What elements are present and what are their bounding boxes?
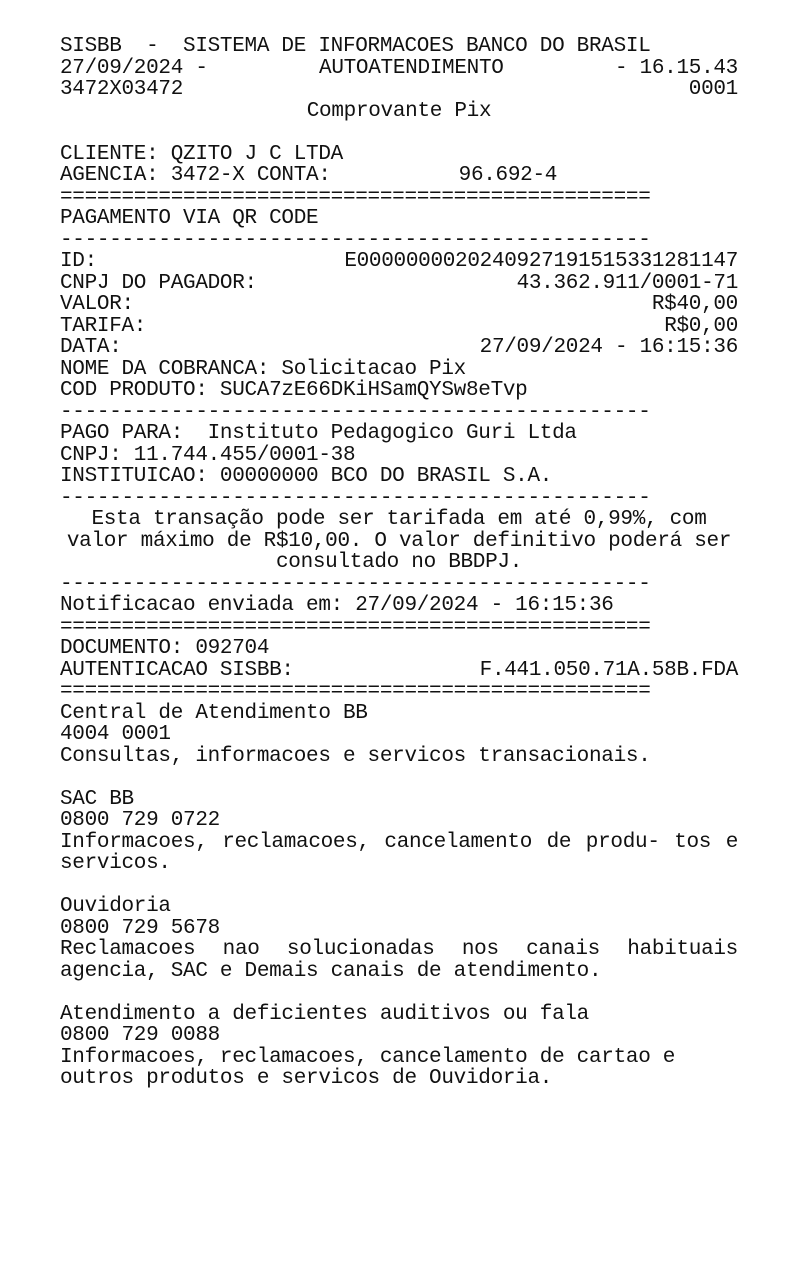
terminal-row [60,79,738,101]
contact-description: Informacoes, reclamacoes, cancelamento de produ- tos e servicos. [60,830,738,875]
spacer [60,122,738,144]
agency-label: AGENCIA: 3472-X CONTA: [60,164,331,187]
receipt-title: Comprovante Pix [306,99,492,123]
value-label: VALOR: [60,293,134,316]
id-value: E0000000020240927191515331281147 [344,250,738,273]
contact-name: Atendimento a deficientes auditivos ou fala [60,1002,589,1026]
contact-phone: 0800 729 0088 [60,1024,220,1047]
single-divider: ------------------------------------------------ [60,573,651,595]
contact-name: Central de Atendimento BB [60,701,368,725]
fee-row [60,316,738,338]
spacer [60,767,738,789]
date-channel-row [60,58,738,80]
payee-institution: INSTITUICAO: 00000000 BCO DO BRASIL S.A. [60,465,553,488]
contact-phone: 4004 0001 [60,723,171,746]
date-row [60,337,738,359]
date-label: DATA: [60,336,122,359]
document-line: DOCUMENTO: 092704 [60,637,270,660]
header-time: - 16.15.43 [614,56,738,80]
header-channel: AUTOATENDIMENTO [319,56,504,80]
gap [331,165,459,187]
auth-label: AUTENTICACAO SISBB: [60,658,294,682]
payment-type: PAGAMENTO VIA QR CODE [60,207,319,230]
account-number: 96.692-4 [458,164,558,187]
header-date: 27/09/2024 - [60,56,208,80]
system-header: SISBB - SISTEMA DE INFORMACOES BANCO DO BRASIL [60,35,651,58]
product-code: COD PRODUTO: SUCA7zE66DKiHSamQYSw8eTvp [60,379,528,402]
payer-cnpj-label: CNPJ DO PAGADOR: [60,271,257,295]
pix-receipt [60,36,738,1090]
value-amount: R$40,00 [651,293,738,316]
terminal-id: 3472X03472 [60,78,184,101]
double-divider: ================================================ [60,681,651,703]
value-row [60,294,738,316]
payee-cnpj: CNPJ: 11.744.455/0001-38 [60,443,356,467]
single-divider: ------------------------------------------------ [60,487,651,509]
fee-amount: R$0,00 [664,314,738,338]
agency-account-row [60,165,738,187]
double-divider: ================================================ [60,186,651,208]
contact-central [60,703,738,768]
spacer [60,982,738,1004]
contact-name: SAC BB [60,787,134,811]
sequence-number: 0001 [688,78,738,101]
notification-line: Notificacao enviada em: 27/09/2024 - 16:15:36 [60,594,614,617]
contact-sac [60,789,738,875]
charge-name: NOME DA COBRANCA: Solicitacao Pix [60,357,466,381]
client-line: CLIENTE: QZITO J C LTDA [60,142,343,166]
spacer [60,875,738,897]
contact-description: Consultas, informacoes e servicos transacionais. [60,744,651,768]
single-divider: ------------------------------------------------ [60,229,651,251]
auth-value: F.441.050.71A.58B.FDA [479,658,738,682]
contact-ouvidoria [60,896,738,982]
contact-phone: 0800 729 5678 [60,916,220,940]
contact-phone: 0800 729 0722 [60,809,220,832]
id-row [60,251,738,273]
contact-accessibility [60,1004,738,1090]
payer-cnpj-row [60,273,738,295]
date-value: 27/09/2024 - 16:15:36 [479,336,738,359]
contact-description: Reclamacoes nao solucionadas nos canais habituais agencia, SAC e Demais canais de atendimento. [60,938,738,983]
contact-description: Informacoes, reclamacoes, cancelamento de cartao e outros produtos e servicos de Ouvidoria. [60,1045,676,1090]
payer-cnpj-value: 43.362.911/0001-71 [516,271,738,295]
contact-name: Ouvidoria [60,895,171,918]
fee-notice: Esta transação pode ser tarifada em até 0,99%, com valor máximo de R$10,00. O valor definitivo poderá ser consultado no BBDPJ. [66,508,732,574]
fee-label: TARIFA: [60,314,147,338]
single-divider: ------------------------------------------------ [60,401,651,423]
id-label: ID: [60,250,97,273]
paid-to: PAGO PARA: Instituto Pedagogico Guri Ltda [60,422,577,445]
double-divider: ================================================ [60,616,651,638]
authentication-row [60,660,738,682]
